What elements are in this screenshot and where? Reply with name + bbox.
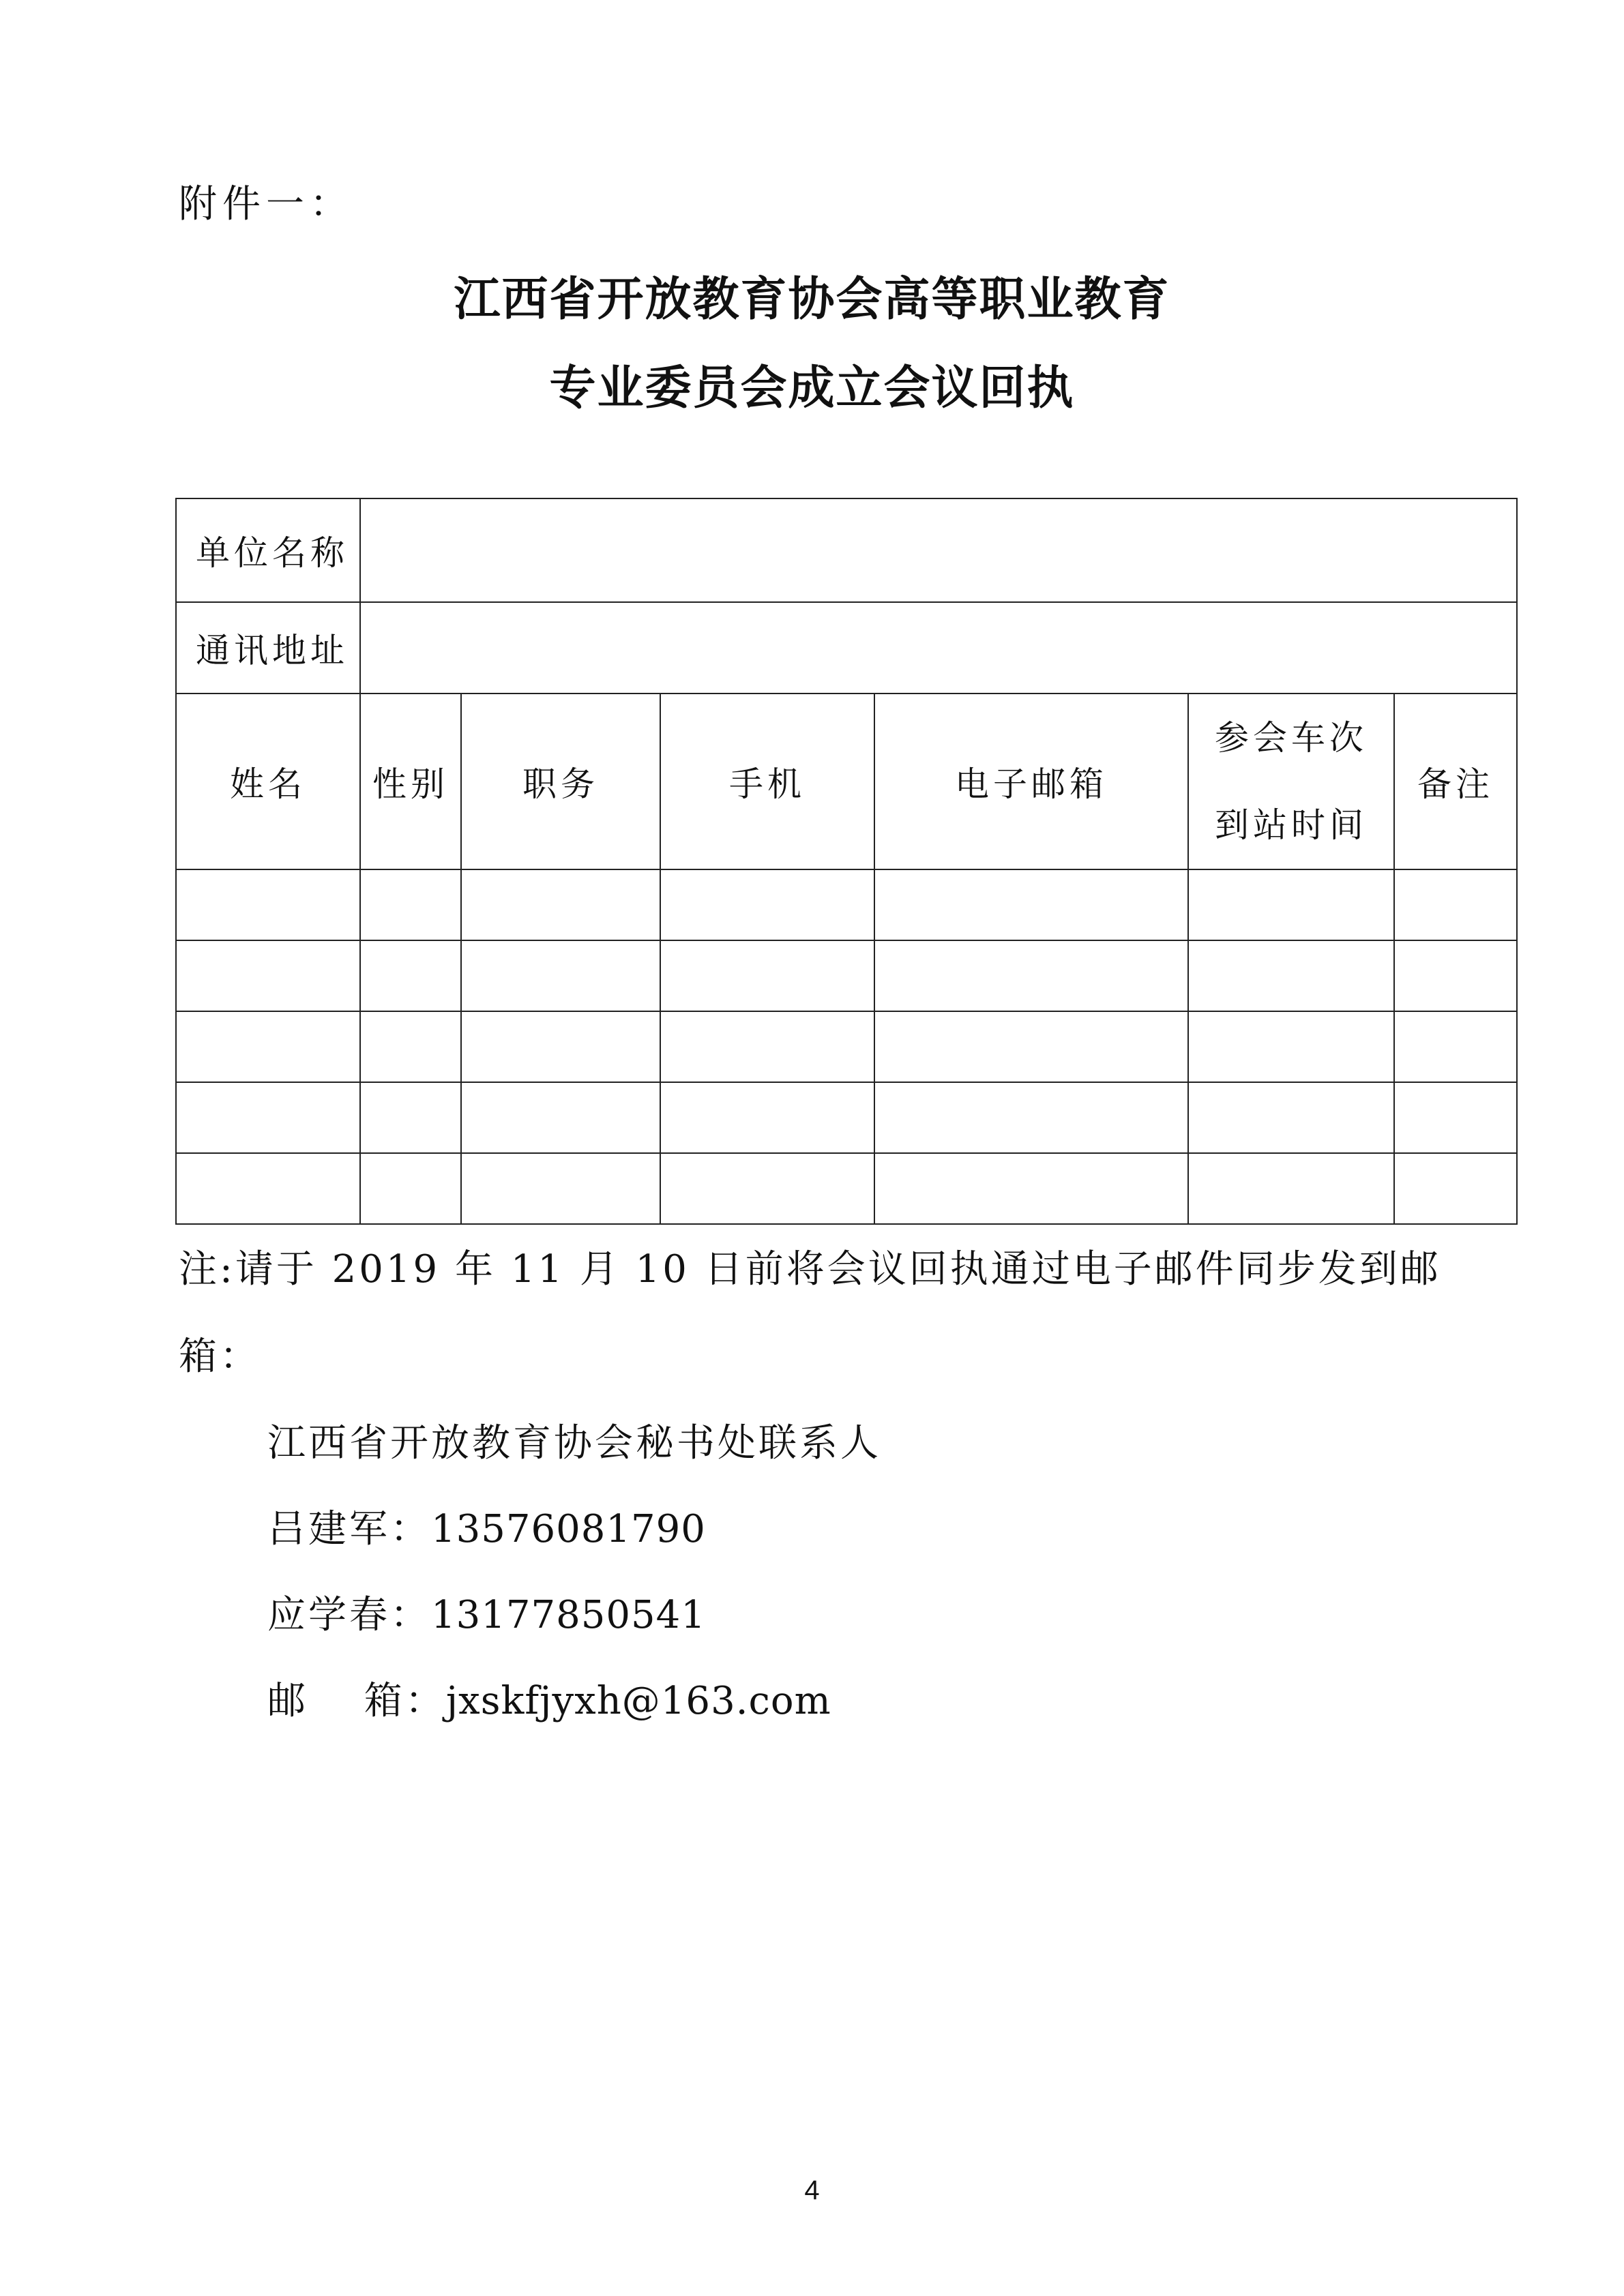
table-row <box>176 1153 1517 1224</box>
cell-position[interactable] <box>461 1082 660 1153</box>
cell-name[interactable] <box>176 1011 360 1082</box>
cell-mobile[interactable] <box>660 1011 874 1082</box>
cell-email[interactable] <box>874 1011 1188 1082</box>
contact-email <box>267 1671 831 1725</box>
cell-gender[interactable] <box>360 869 461 940</box>
cell-mobile[interactable] <box>660 940 874 1011</box>
cell-gender[interactable] <box>360 940 461 1011</box>
cell-remarks[interactable] <box>1394 1082 1517 1153</box>
cell-train[interactable] <box>1188 940 1394 1011</box>
cell-name[interactable] <box>176 1153 360 1224</box>
address-label: 通讯地址 <box>176 602 360 694</box>
cell-position[interactable] <box>461 940 660 1011</box>
header-train-line2: 到站时间 <box>1215 805 1368 845</box>
document-title-line2: 专业委员会成立会议回执 <box>549 361 1075 415</box>
table-row <box>176 940 1517 1011</box>
contact-email-label: 邮 箱： <box>267 1679 446 1723</box>
header-gender: 性别 <box>360 694 461 869</box>
cell-remarks[interactable] <box>1394 940 1517 1011</box>
cell-train[interactable] <box>1188 1011 1394 1082</box>
unit-name-row <box>176 498 1517 602</box>
header-train-line1: 参会车次 <box>1215 718 1368 758</box>
table-row <box>176 869 1517 940</box>
address-row <box>176 602 1517 694</box>
header-mobile: 手机 <box>660 694 874 869</box>
reply-form-table <box>175 498 1518 1225</box>
note-line1: 注:请于 2019 年 11 月 10 日前将会议回执通过电子邮件同步发到邮 <box>179 1247 1441 1292</box>
cell-remarks[interactable] <box>1394 869 1517 940</box>
cell-position[interactable] <box>461 1153 660 1224</box>
header-email: 电子邮箱 <box>874 694 1188 869</box>
document-title-line1: 江西省开放教育协会高等职业教育 <box>454 273 1170 327</box>
attachment-label: 附件一： <box>179 182 353 226</box>
cell-mobile[interactable] <box>660 869 874 940</box>
unit-name-label: 单位名称 <box>176 498 360 602</box>
contact-email-value[interactable]: jxskfjyxh@163.com <box>445 1679 831 1723</box>
cell-email[interactable] <box>874 1153 1188 1224</box>
contact-org: 江西省开放教育协会秘书处联系人 <box>267 1421 881 1465</box>
cell-name[interactable] <box>176 869 360 940</box>
cell-email[interactable] <box>874 869 1188 940</box>
cell-position[interactable] <box>461 1011 660 1082</box>
header-remarks: 备注 <box>1394 694 1517 869</box>
contact-person2-phone: 13177850541 <box>431 1593 706 1637</box>
cell-remarks[interactable] <box>1394 1153 1517 1224</box>
cell-train[interactable] <box>1188 1082 1394 1153</box>
page-number: 4 <box>804 2175 820 2205</box>
table-row <box>176 1082 1517 1153</box>
table-row <box>176 1011 1517 1082</box>
header-name: 姓名 <box>176 694 360 869</box>
header-position: 职务 <box>461 694 660 869</box>
cell-train[interactable] <box>1188 1153 1394 1224</box>
header-row <box>176 694 1517 869</box>
contact-person1 <box>267 1499 706 1553</box>
contact-person1-label: 吕建军： <box>267 1507 431 1551</box>
cell-gender[interactable] <box>360 1082 461 1153</box>
cell-position[interactable] <box>461 869 660 940</box>
cell-train[interactable] <box>1188 869 1394 940</box>
cell-remarks[interactable] <box>1394 1011 1517 1082</box>
header-train-arrival <box>1188 694 1394 869</box>
cell-email[interactable] <box>874 940 1188 1011</box>
cell-mobile[interactable] <box>660 1153 874 1224</box>
unit-name-field[interactable] <box>360 498 1517 602</box>
cell-gender[interactable] <box>360 1011 461 1082</box>
cell-email[interactable] <box>874 1082 1188 1153</box>
contact-person2 <box>267 1585 706 1639</box>
contact-person1-phone: 13576081790 <box>431 1507 706 1551</box>
cell-name[interactable] <box>176 940 360 1011</box>
cell-mobile[interactable] <box>660 1082 874 1153</box>
cell-gender[interactable] <box>360 1153 461 1224</box>
contact-person2-label: 应学春： <box>267 1593 431 1637</box>
address-field[interactable] <box>360 602 1517 694</box>
note-line2: 箱： <box>179 1335 261 1379</box>
cell-name[interactable] <box>176 1082 360 1153</box>
